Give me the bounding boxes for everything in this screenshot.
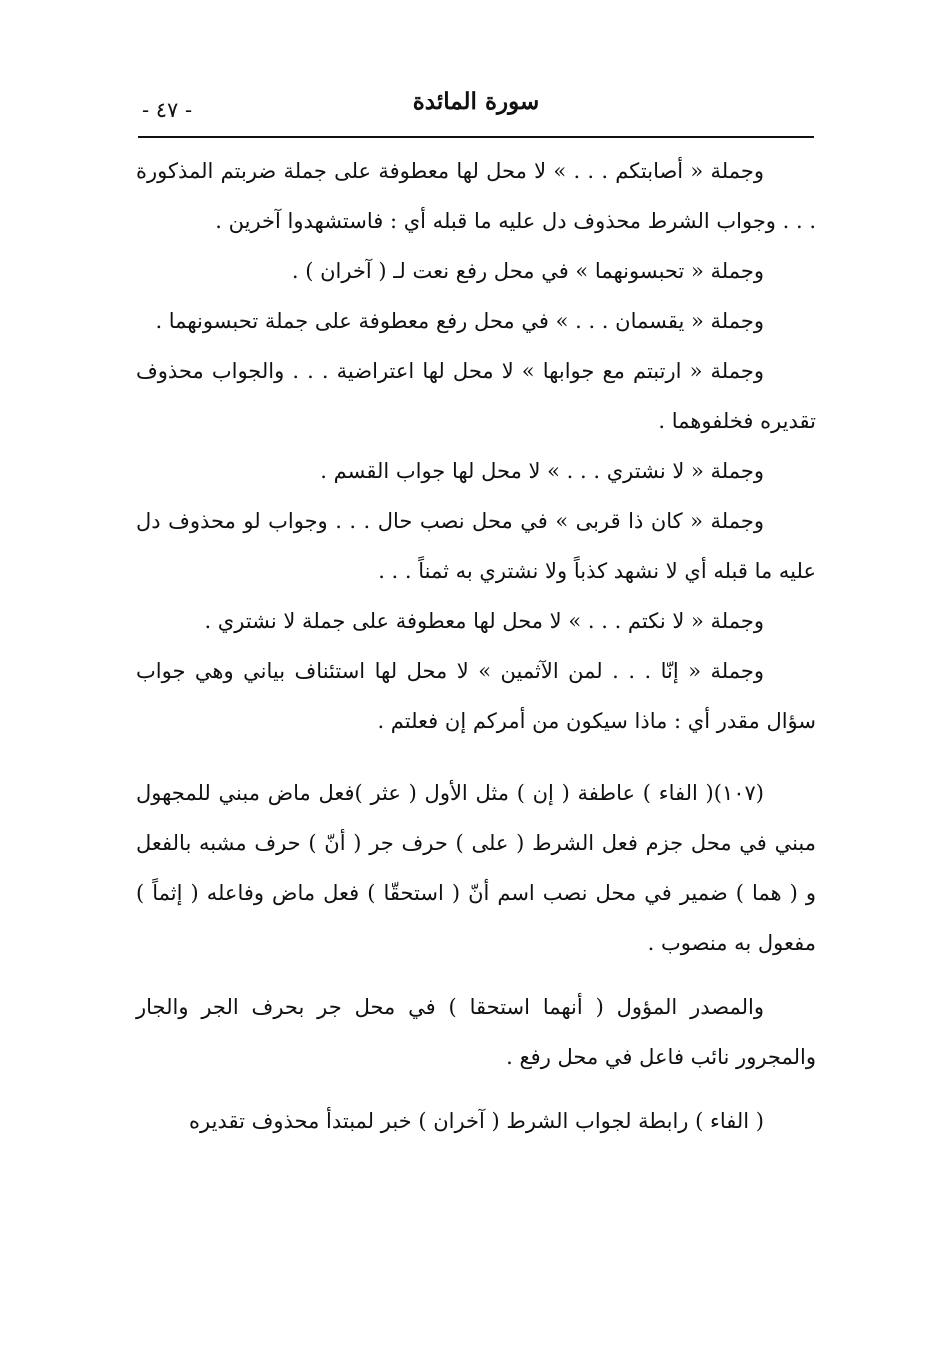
page-header <box>138 78 814 138</box>
paragraph-4: وجملة « ارتبتم مع جوابها » لا محل لها اعتراضية . . . والجواب محذوف تقديره فخلفوهما . <box>136 359 816 433</box>
paragraph-11: ( الفاء ) رابطة لجواب الشرط ( آخران ) خبر لمبتدأ محذوف تقديره <box>189 1109 764 1133</box>
header-divider <box>138 136 814 138</box>
paragraph-verse-107: (١٠٧)( الفاء ) عاطفة ( إن ) مثل الأول ( عثر )فعل ماض مبني للمجهول مبني في محل جزم فعل الشرط ( على ) حرف جر ( أنّ ) حرف مشبه بالفعل و ( هما ) ضمير في محل نصب اسم أنّ ( استحقّا ) فعل ماض وفاعله ( إثماً ) مفعول به منصوب . <box>136 781 816 955</box>
paragraph-3: وجملة « يقسمان . . . » في محل رفع معطوفة على جملة تحبسونهما . <box>155 309 764 333</box>
paragraph-8: وجملة « إنّا . . . لمن الآثمين » لا محل لها استئناف بياني وهي جواب سؤال مقدر أي : ماذا سيكون من أمركم إن فعلتم . <box>136 659 816 733</box>
paragraph-10: والمصدر المؤول ( أنهما استحقا ) في محل جر بحرف الجر والجار والمجرور نائب فاعل في محل رفع . <box>136 995 816 1069</box>
paragraph-2: وجملة « تحبسونهما » في محل رفع نعت لـ ( آخران ) . <box>291 259 764 283</box>
paragraph-5: وجملة « لا نشتري . . . » لا محل لها جواب القسم . <box>320 459 764 483</box>
paragraph-7: وجملة « لا نكتم . . . » لا محل لها معطوفة على جملة لا نشتري . <box>204 609 764 633</box>
surah-title: سورة المائدة <box>412 88 540 115</box>
page-body <box>136 146 816 1146</box>
page-number: - ٤٧ - <box>142 98 193 122</box>
paragraph-6: وجملة « كان ذا قربى » في محل نصب حال . . . وجواب لو محذوف دل عليه ما قبله أي لا نشهد كذباً ولا نشتري به ثمناً . . . <box>136 509 816 583</box>
paragraph-1: وجملة « أصابتكم . . . » لا محل لها معطوفة على جملة ضربتم المذكورة . . . وجواب الشرط محذوف دل عليه ما قبله أي : فاستشهدوا آخرين . <box>136 159 816 233</box>
